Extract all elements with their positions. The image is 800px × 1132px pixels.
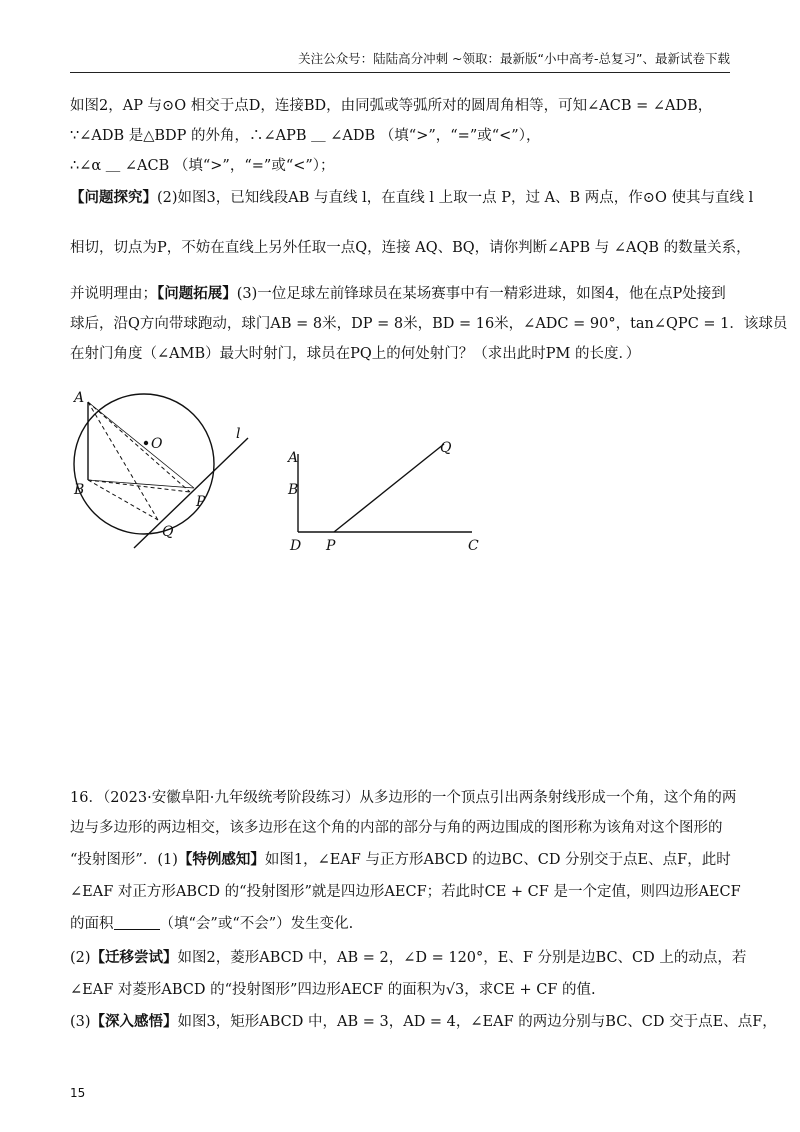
text-span: （填“会”或“不会”）发生变化. [159, 916, 354, 932]
text-line [70, 188, 753, 208]
text-span: 如图1，∠EAF 与正方形ABCD 的边BC、CD 分别交于点E、点F，此时 [264, 852, 731, 868]
text-line: 在射门角度（∠AMB）最大时射门，球员在PQ上的何处射门？（求出此时PM 的长度．） [70, 346, 641, 362]
label-d: D [290, 538, 302, 554]
text-line: 相切，切点为P，不妨在直线上另外任取一点Q，连接 AQ、BQ，请你判断∠APB 与 ∠AQB 的数量关系， [70, 240, 751, 256]
section-tag: 【问题拓展】 [157, 285, 237, 302]
label-o: O [151, 436, 163, 452]
segment-ad [88, 402, 194, 488]
circle-o [74, 394, 214, 534]
figure-3-circle-tangent [66, 388, 266, 558]
label-c: C [468, 538, 479, 554]
segment-bp [88, 480, 190, 492]
text-line: 边与多边形的两边相交，该多边形在这个角的内部的部分与角的两边围成的图形称为该角对这个图形的 [70, 820, 723, 836]
label-a: A [288, 450, 299, 466]
label-a: A [74, 390, 85, 406]
section-tag: 【迁移尝试】 [90, 949, 178, 966]
text-span: (2)如图3，已知线段AB 与直线 l，在直线 l 上取一点 P，过 A、B 两点，作⊙O 使其与直线 l [157, 190, 754, 206]
label-p: P [326, 538, 336, 554]
text-span: 如图2，菱形ABCD 中，AB = 2，∠D = 120°，E、F 分别是边BC、CD 上的动点，若 [177, 950, 747, 966]
label-b: B [74, 482, 85, 498]
segment-aq [88, 402, 158, 520]
label-l: l [236, 426, 241, 442]
segment-bq [88, 480, 158, 520]
section-tag: 【深入感悟】 [90, 1013, 178, 1030]
text-span: 如图3，矩形ABCD 中，AB = 3，AD = 4，∠EAF 的两边分别与BC、CD 交于点E、点F， [177, 1014, 777, 1030]
text-line [70, 284, 726, 304]
section-tag: 【问题探究】 [70, 189, 157, 206]
segment-ap [88, 402, 190, 492]
center-point-o [144, 441, 148, 445]
label-q: Q [440, 440, 452, 456]
text-line [70, 914, 353, 934]
ray-pq [334, 444, 444, 532]
page-header: 关注公众号：陆陆高分冲刺 ~领取：最新版“小中高考-总复习”、最新试卷下载 [70, 46, 730, 73]
text-line: 如图2，AP 与⊙O 相交于点D，连接BD，由同弧或等弧所对的圆周角相等，可知∠ACB = ∠ADB， [70, 98, 713, 114]
text-line [70, 1012, 777, 1032]
label-q: Q [162, 524, 174, 540]
tangent-line-l [134, 438, 248, 548]
text-line: ∵∠ADB 是△BDP 的外角，∴∠APB ＿ ∠ADB （填“>”，“=”或“<”）， [70, 128, 541, 144]
section-tag: 【特例感知】 [177, 851, 265, 868]
label-p: P [196, 494, 206, 510]
text-span: (3)一位足球左前锋球员在某场赛事中有一精彩进球，如图4，他在点P处接到 [236, 286, 726, 302]
text-span: 并说明理由； [70, 286, 157, 302]
text-line: 16．（2023·安徽阜阳·九年级统考阶段练习）从多边形的一个顶点引出两条射线形成一个角，这个角的两 [70, 790, 737, 806]
text-line [70, 948, 746, 968]
answer-blank [114, 915, 160, 930]
text-line: ∠EAF 对菱形ABCD 的“投射图形”四边形AECF 的面积为√3，求CE + CF 的值. [70, 982, 596, 998]
text-line [70, 850, 731, 870]
label-b: B [288, 482, 299, 498]
page-number: 15 [70, 1086, 86, 1100]
text-span: 的面积 [70, 916, 114, 932]
text-line: ∠EAF 对正方形ABCD 的“投射图形”就是四边形AECF；若此时CE + CF 是一个定值，则四边形AECF [70, 884, 741, 900]
text-span: (3) [70, 1014, 91, 1030]
figure-4-field [282, 432, 492, 558]
text-span: “投射图形”．(1) [70, 852, 178, 868]
text-line: 球后，沿Q方向带球跑动，球门AB = 8米，DP = 8米，BD = 16米，∠ADC = 90°，tan∠QPC = 1．该球员 [70, 316, 788, 332]
text-span: (2) [70, 950, 91, 966]
text-line: ∴∠α ＿ ∠ACB （填“>”，“=”或“<”）； [70, 158, 335, 174]
